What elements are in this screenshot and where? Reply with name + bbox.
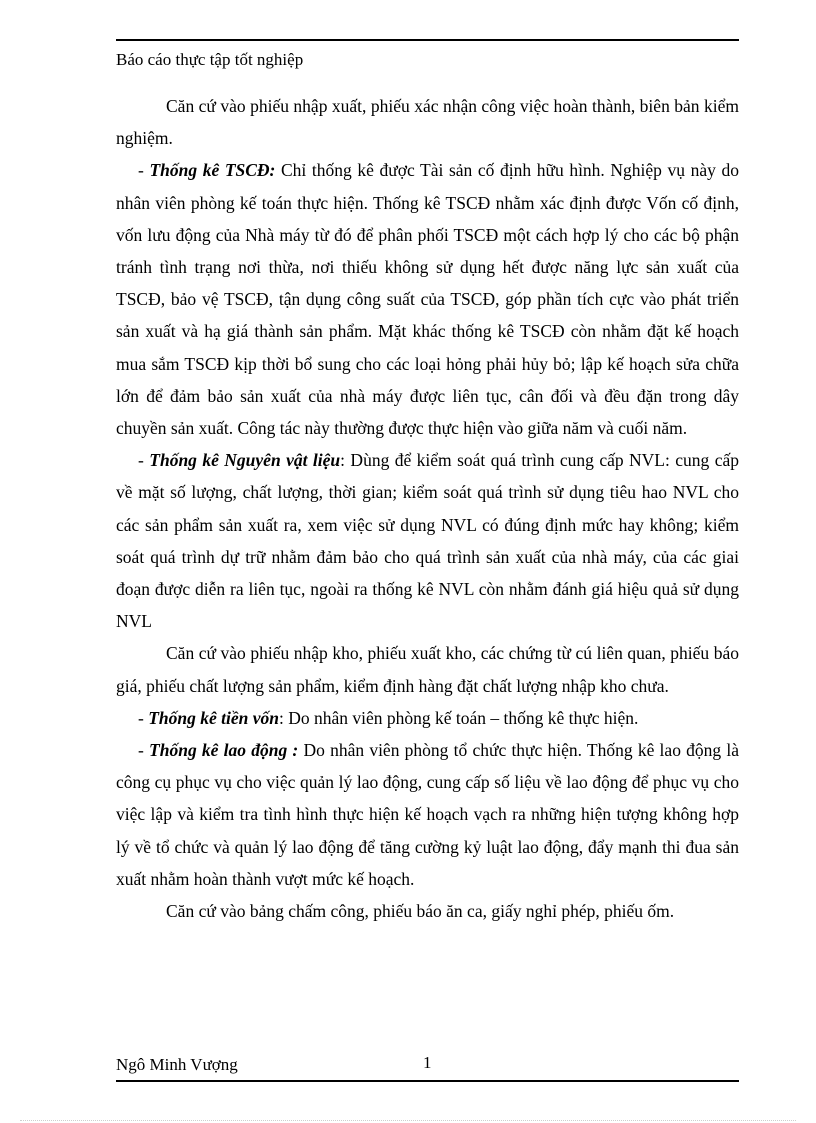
paragraph-lead: Thống kê lao động : xyxy=(149,740,299,761)
paragraph-lead: Thống kê tiền vốn xyxy=(148,707,279,728)
paragraph-lead: Thống kê Nguyên vật liệu xyxy=(149,450,341,471)
paragraph-basis-import-export xyxy=(116,90,739,154)
paragraph-raw-materials xyxy=(116,444,739,637)
paragraph-text: : Do nhân viên phòng kế toán – thống kê thực hiện. xyxy=(278,707,639,728)
footer-author: Ngô Minh Vượng xyxy=(116,1055,238,1074)
paragraph-text: Căn cứ vào bảng chấm công, phiếu báo ăn ca, giấy nghỉ phép, phiếu ốm. xyxy=(166,901,675,922)
paragraph-labor xyxy=(116,734,739,895)
bullet-prefix: - xyxy=(138,707,149,728)
bullet-prefix: - xyxy=(138,450,150,471)
paragraph-basis-warehouse xyxy=(116,637,739,701)
paragraph-text: Do nhân viên phòng tổ chức thực hiện. Thống kê lao động là công cụ phục vụ cho việc quản lý lao động, cung cấp số liệu về lao động để phục vụ cho việc lập và kiểm tra tình hình thực hiện kế hoạch vạch ra những hiện tượng không hợp lý về tổ chức và quản lý lao động để tăng cường kỷ luật lao động, đẩy mạnh thi đua sản xuất nhằm hoàn thành vượt mức kế hoạch. xyxy=(116,740,739,889)
paragraph-text: Căn cứ vào phiếu nhập kho, phiếu xuất kho, các chứng từ cú liên quan, phiếu báo giá, phiếu chất lượng sản phẩm, kiểm định hàng đặt chất lượng nhập kho chưa. xyxy=(116,643,739,696)
paragraph-capital xyxy=(116,702,739,734)
footer-rule xyxy=(116,1080,739,1082)
paragraph-text: Chỉ thống kê được Tài sản cố định hữu hình. Nghiệp vụ này do nhân viên phòng kế toán thực hiện. Thống kê TSCĐ nhằm xác định được Vốn cố định, vốn lưu động của Nhà máy từ đó để phân phối TSCĐ một cách hợp lý cho các bộ phận tránh tình trạng nơi thừa, nơi thiếu không sử dụng hết được năng lực sản xuất của TSCĐ, bảo vệ TSCĐ, tận dụng công suất của TSCĐ, góp phần tích cực vào phát triển sản xuất và hạ giá thành sản phẩm. Mặt khác thống kê TSCĐ còn nhằm đặt kế hoạch mua sắm TSCĐ kịp thời bổ sung cho các loại hỏng phải hủy bỏ; lập kế hoạch sửa chữa lớn để đảm bảo sản xuất của nhà máy được liên tục, cân đối và đều đặn trong dây chuyền sản xuất. Công tác này thường được thực hiện vào giữa năm và cuối năm. xyxy=(116,160,740,439)
page-number: 1 xyxy=(423,1053,432,1072)
paragraph-text: Căn cứ vào phiếu nhập xuất, phiếu xác nhận công việc hoàn thành, biên bản kiểm nghiệm. xyxy=(116,96,739,149)
bullet-prefix: - xyxy=(138,160,150,181)
paragraph-text: : Dùng để kiểm soát quá trình cung cấp NVL: cung cấp về mặt số lượng, chất lượng, thời gian; kiểm soát quá trình sử dụng tiêu hao NVL cho các sản phẩm sản xuất ra, xem việc sử dụng NVL có đúng định mức hay không; kiểm soát quá trình dự trữ nhằm đảm bảo cho quá trình sản xuất của nhà máy, của các giai đoạn được diễn ra liên tục, ngoài ra thống kê NVL còn nhằm đánh giá hiệu quả sử dụng NVL xyxy=(116,450,740,632)
paragraph-lead: Thống kê TSCĐ: xyxy=(149,160,276,181)
paragraph-fixed-assets xyxy=(116,154,739,444)
bullet-prefix: - xyxy=(138,740,150,761)
page-edge-divider xyxy=(20,1120,796,1121)
paragraph-basis-timesheet xyxy=(116,895,739,927)
document-body xyxy=(116,90,739,927)
header-rule xyxy=(116,39,739,41)
page-header-title: Báo cáo thực tập tốt nghiệp xyxy=(116,50,304,69)
